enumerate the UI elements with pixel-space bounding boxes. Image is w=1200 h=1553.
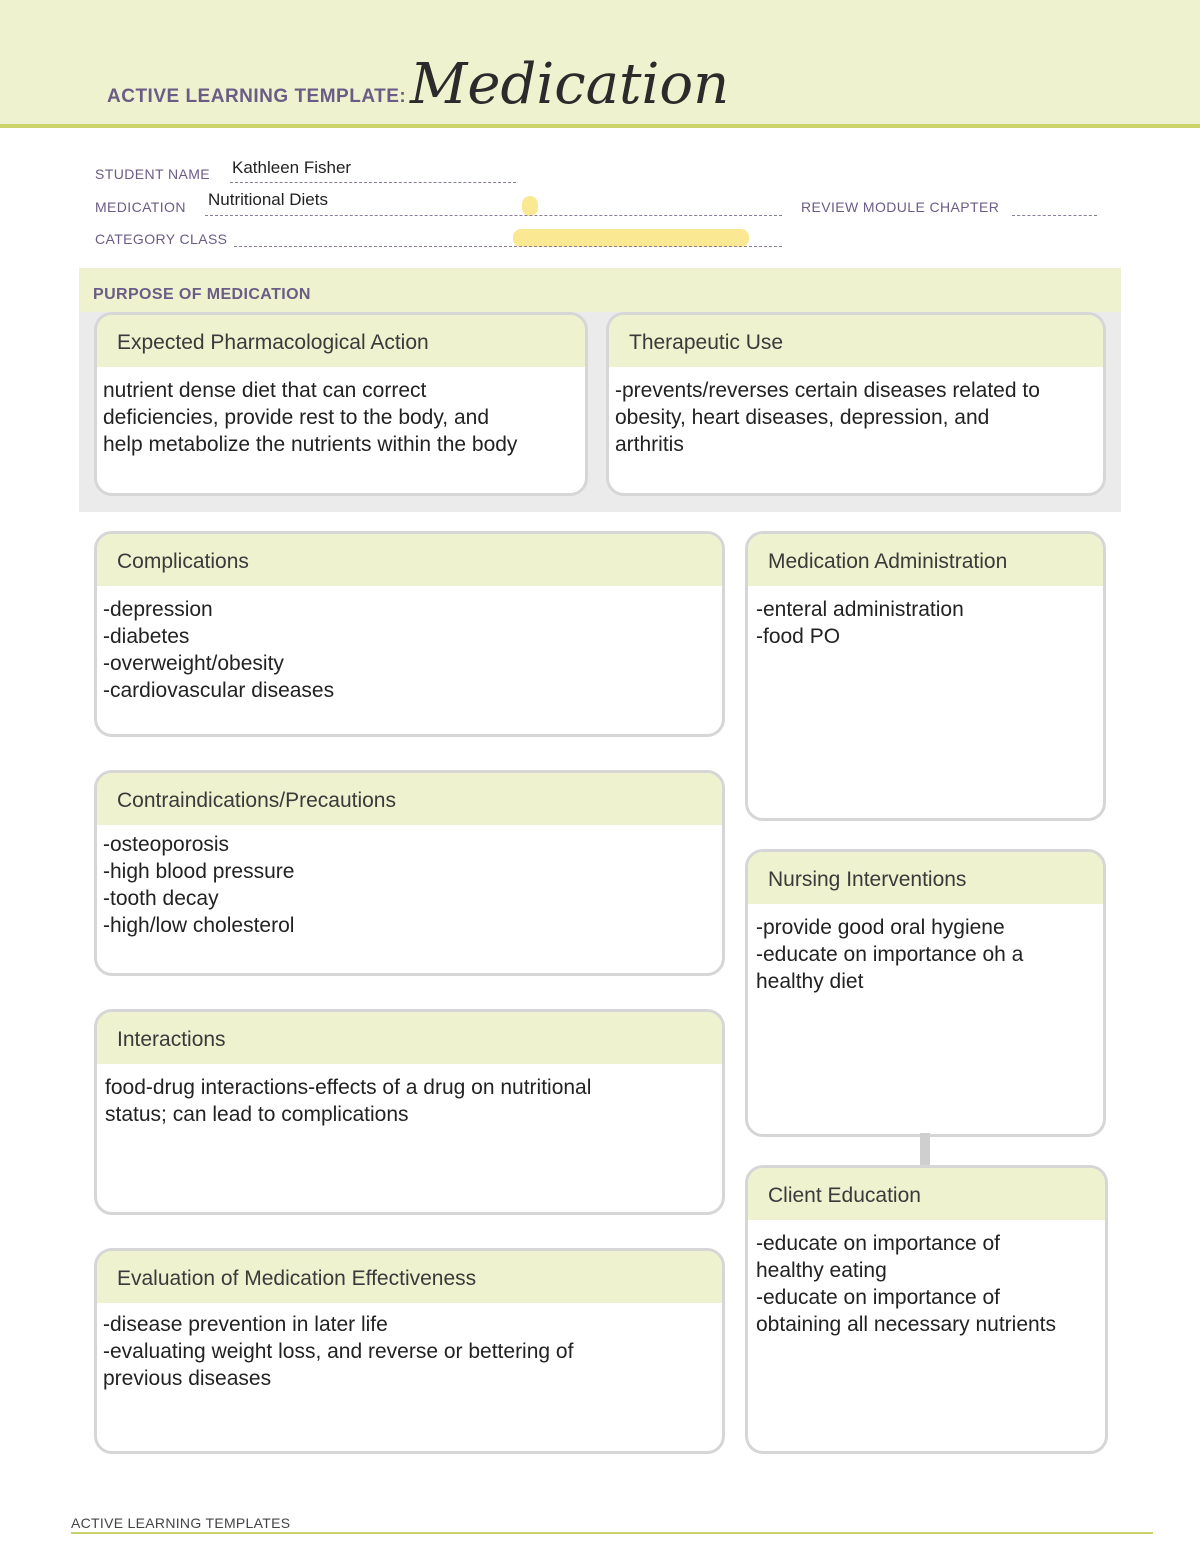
evaluation-title: Evaluation of Medication Effectiveness	[97, 1251, 722, 1303]
category-class-field[interactable]	[234, 246, 782, 247]
medication-label: MEDICATION	[95, 199, 186, 215]
footer-text: ACTIVE LEARNING TEMPLATES	[71, 1515, 291, 1531]
review-module-label: REVIEW MODULE CHAPTER	[801, 199, 1000, 215]
therapeutic-use-box	[606, 312, 1106, 496]
evaluation-box	[94, 1248, 725, 1454]
interactions-box	[94, 1009, 725, 1215]
nursing-interventions-title: Nursing Interventions	[748, 852, 1103, 904]
expected-action-box	[94, 312, 588, 496]
template-label: ACTIVE LEARNING TEMPLATE:	[107, 86, 407, 107]
category-class-label: CATEGORY CLASS	[95, 231, 228, 247]
nursing-interventions-box	[745, 849, 1106, 1137]
administration-box	[745, 531, 1106, 821]
medication-field[interactable]: Nutritional Diets	[208, 190, 328, 209]
expected-action-text[interactable]: nutrient dense diet that can correct deficiencies, provide rest to the body, and help metabolize the nutrients within the body	[103, 379, 518, 456]
footer-divider	[71, 1532, 1153, 1534]
nursing-interventions-text[interactable]: -provide good oral hygiene -educate on importance oh a healthy diet	[756, 916, 1024, 993]
therapeutic-use-title: Therapeutic Use	[609, 315, 1103, 367]
client-education-title: Client Education	[748, 1168, 1105, 1220]
complications-box	[94, 531, 725, 737]
administration-text[interactable]: -enteral administration -food PO	[756, 598, 964, 648]
student-name-line	[230, 182, 516, 183]
connector-bar	[920, 1133, 930, 1167]
contraindications-text[interactable]: -osteoporosis -high blood pressure -tooth decay -high/low cholesterol	[103, 833, 295, 937]
therapeutic-use-text[interactable]: -prevents/reverses certain diseases related to obesity, heart diseases, depression, and arthritis	[615, 379, 1040, 456]
client-education-box	[745, 1165, 1108, 1454]
category-highlight	[513, 229, 749, 247]
evaluation-text[interactable]: -disease prevention in later life -evaluating weight loss, and reverse or bettering of previous diseases	[103, 1313, 574, 1390]
contraindications-title: Contraindications/Precautions	[97, 773, 722, 825]
purpose-label: PURPOSE OF MEDICATION	[93, 286, 311, 303]
medication-highlight	[522, 196, 538, 216]
page-title: Medication	[410, 52, 730, 117]
interactions-title: Interactions	[97, 1012, 722, 1064]
header-divider	[0, 124, 1200, 128]
client-education-text[interactable]: -educate on importance of healthy eating -educate on importance of obtaining all necessary nutrients	[756, 1232, 1057, 1336]
complications-text[interactable]: -depression -diabetes -overweight/obesity -cardiovascular diseases	[103, 598, 335, 702]
contraindications-box	[94, 770, 725, 976]
administration-title: Medication Administration	[748, 534, 1103, 586]
student-name-label: STUDENT NAME	[95, 166, 210, 182]
student-name-field[interactable]: Kathleen Fisher	[232, 158, 352, 177]
review-module-field[interactable]	[1012, 215, 1097, 216]
complications-title: Complications	[97, 534, 722, 586]
medication-line	[205, 215, 782, 216]
interactions-text[interactable]: food-drug interactions-effects of a drug on nutritional status; can lead to complications	[105, 1076, 592, 1126]
expected-action-title: Expected Pharmacological Action	[97, 315, 585, 367]
